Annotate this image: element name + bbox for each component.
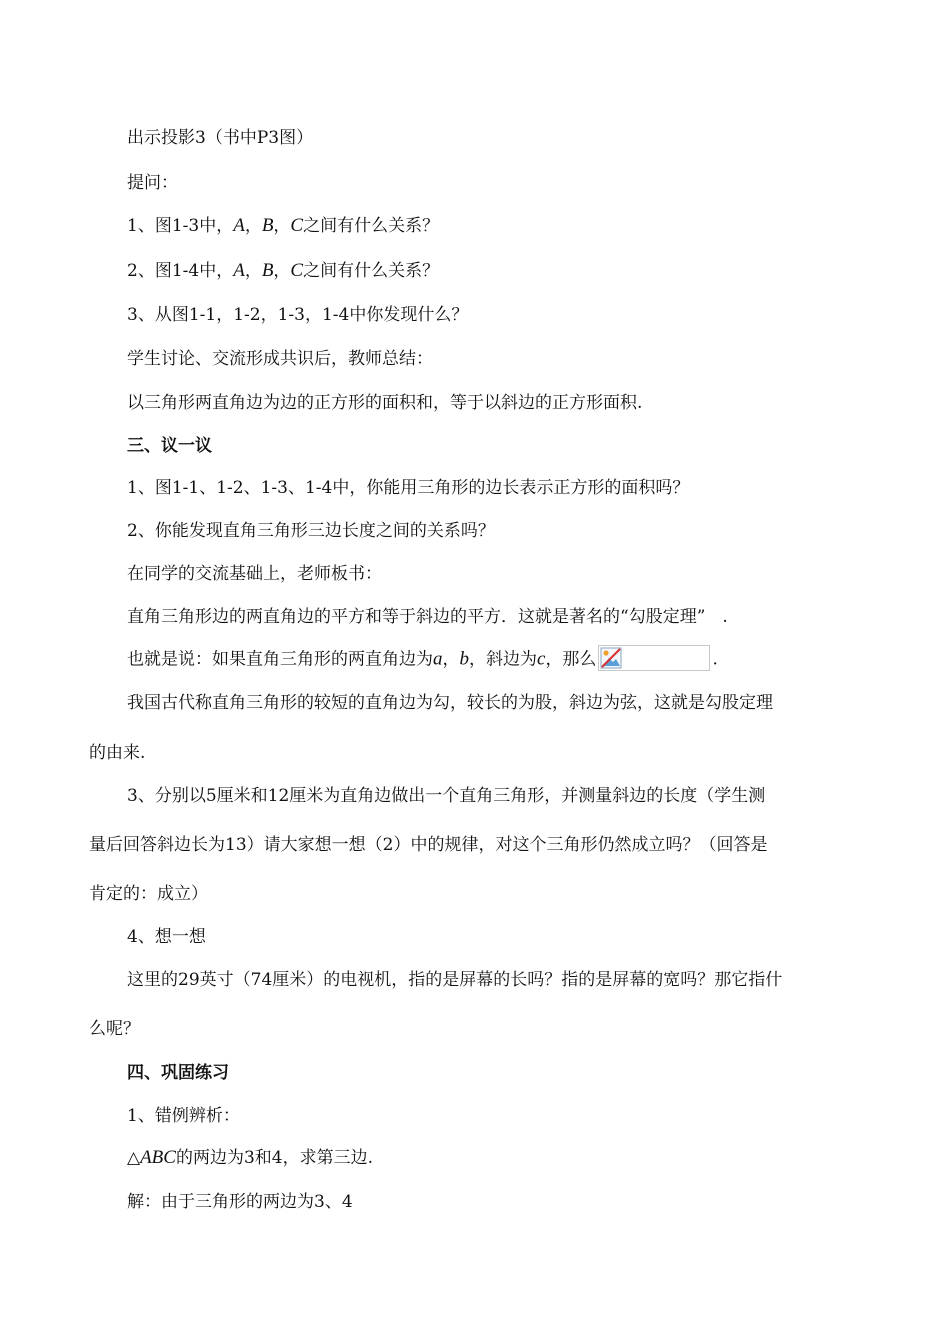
paragraph-history-cont: 的由来. <box>89 743 146 763</box>
paragraph-theorem: 直角三角形边的两直角边的平方和等于斜边的平方．这就是著名的“勾股定理” . <box>127 607 728 627</box>
paragraph-triangle: △ABC的两边为3和4，求第三边. <box>127 1147 374 1168</box>
paragraph-think: 4、想一想 <box>127 927 206 947</box>
paragraph-solution: 解：由于三角形的两边为3、4 <box>127 1192 353 1212</box>
paragraph-projection: 出示投影3（书中P3图） <box>127 128 314 148</box>
paragraph-error-case: 1、错例辨析： <box>127 1106 240 1126</box>
paragraph-question-label: 提问： <box>127 173 178 193</box>
broken-image-icon <box>600 647 622 669</box>
paragraph-formula: 也就是说：如果直角三角形的两直角边为a，b，斜边为c，那么 . <box>127 647 718 673</box>
paragraph-exercise-3: 3、分别以5厘米和12厘米为直角边做出一个直角三角形，并测量斜边的长度（学生测 <box>127 786 766 806</box>
paragraph-exercise-3-cont2: 肯定的：成立） <box>89 884 208 904</box>
section-heading-discuss: 三、议一议 <box>127 436 212 456</box>
paragraph-summary: 以三角形两直角边为边的正方形的面积和，等于以斜边的正方形面积. <box>127 393 643 413</box>
paragraph-tv-cont: 么呢？ <box>89 1019 140 1039</box>
section-heading-practice: 四、巩固练习 <box>127 1063 229 1083</box>
paragraph-question-2: 2、图1-4中，A，B，C之间有什么关系？ <box>127 260 440 281</box>
paragraph-discuss-2: 2、你能发现直角三角形三边长度之间的关系吗？ <box>127 521 495 541</box>
paragraph-question-3: 3、从图1-1，1-2，1-3，1-4中你发现什么？ <box>127 305 469 325</box>
paragraph-history: 我国古代称直角三角形的较短的直角边为勾，较长的为股，斜边为弦，这就是勾股定理 <box>127 693 773 713</box>
paragraph-question-1: 1、图1-3中，A，B，C之间有什么关系？ <box>127 215 440 236</box>
paragraph-tv: 这里的29英寸（74厘米）的电视机，指的是屏幕的长吗？指的是屏幕的宽吗？那它指什 <box>127 970 783 990</box>
paragraph-exercise-3-cont1: 量后回答斜边长为13）请大家想一想（2）中的规律，对这个三角形仍然成立吗？（回答是 <box>89 835 768 855</box>
broken-image-placeholder <box>598 645 710 671</box>
paragraph-board: 在同学的交流基础上，老师板书： <box>127 564 382 584</box>
paragraph-discuss-1: 1、图1-1、1-2、1-3、1-4中，你能用三角形的边长表示正方形的面积吗？ <box>127 478 690 498</box>
paragraph-discussion: 学生讨论、交流形成共识后，教师总结： <box>127 349 433 369</box>
